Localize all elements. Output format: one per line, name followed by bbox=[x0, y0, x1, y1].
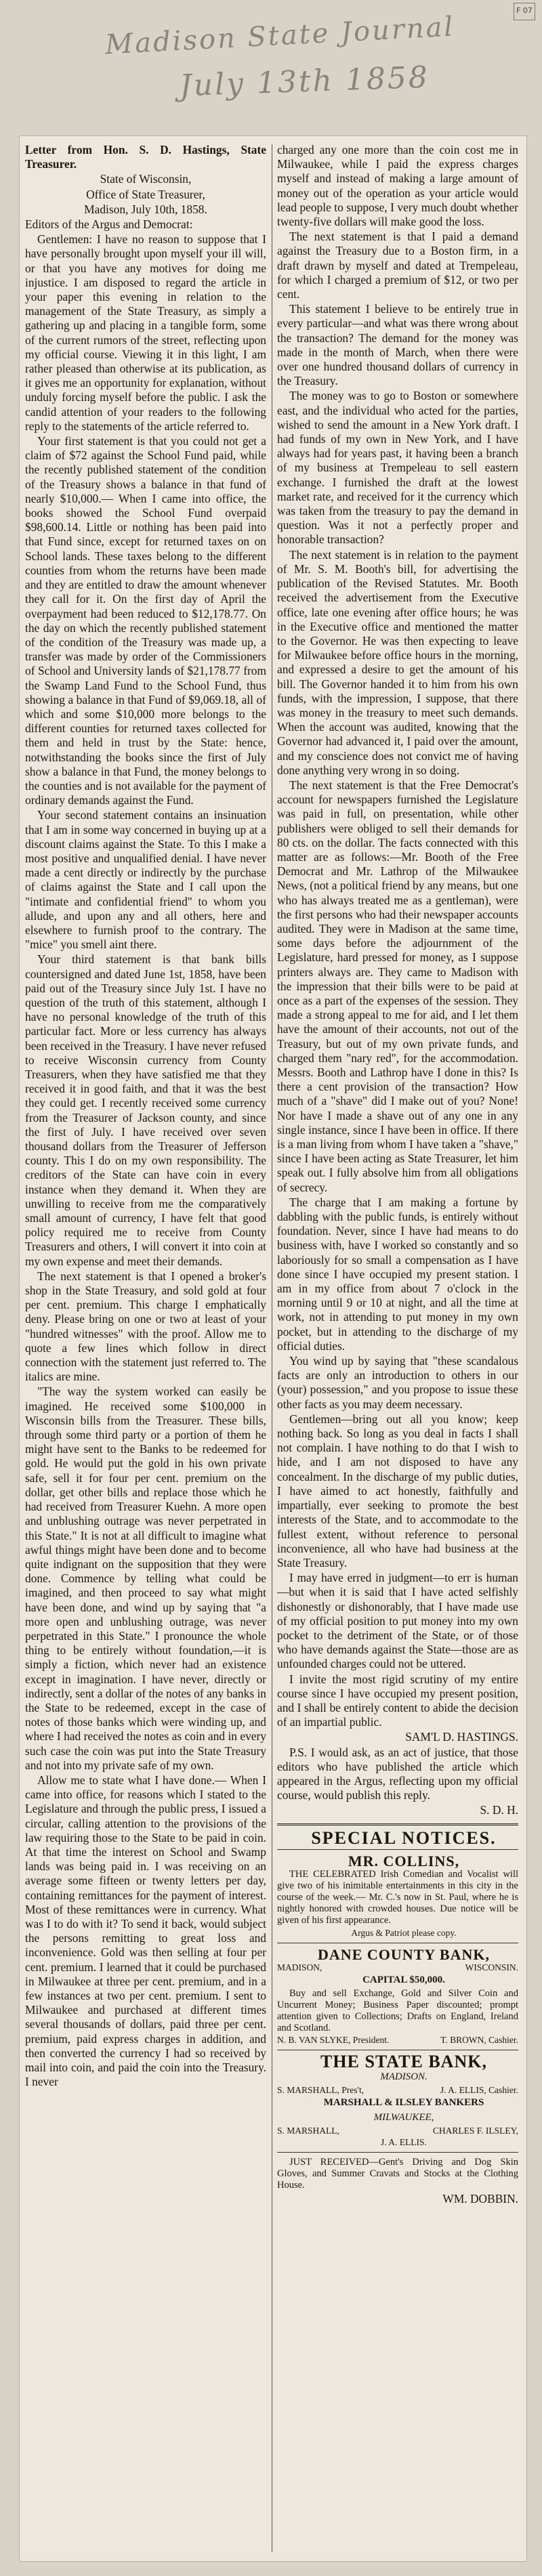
dane-bank-city-row bbox=[277, 1962, 518, 1973]
letter-paragraph: Gentlemen—bring out all you know; keep nothing back. So long as you deal in facts I shall not complain. I have nothing to do that I wish to hide, and I am not disposed to have any concealment. In the discharge of my public duties, I have aimed to act honestly, faithfully and impartially, ever seeking to promote the best interests of the State, and to accommodate to the fullest extent, without reference to personal inconvenience, all who have had business at the State Treasury. bbox=[277, 1412, 518, 1569]
clothing-ad-signer: WM. DOBBIN. bbox=[442, 2192, 518, 2206]
dane-bank-capital: CAPITAL $50,000. bbox=[362, 1975, 445, 1986]
dane-bank-body: Buy and sell Exchange, Gold and Silver Coin and Uncurrent Money; Business Paper discounted; prompt attention given to Collections; Drafts on England, Ireland and Scotland. bbox=[277, 1988, 518, 2034]
collins-ad-title: MR. COLLINS, bbox=[348, 1852, 460, 1870]
archive-stamp: F 07 bbox=[514, 3, 535, 20]
bankers-partner-3: J. A. ELLIS. bbox=[381, 2137, 427, 2148]
letter-signature: SAM'L D. HASTINGS. bbox=[405, 1730, 518, 1744]
letter-dateline-2: Office of State Treasurer, bbox=[86, 187, 205, 201]
dane-bank-president: N. B. VAN SLYKE, President. bbox=[277, 2035, 390, 2046]
state-bank-cashier: J. A. ELLIS, Cashier. bbox=[440, 2084, 518, 2095]
section-divider bbox=[277, 1823, 518, 1825]
dane-bank-title: DANE COUNTY BANK, bbox=[318, 1945, 490, 1963]
letter-paragraph: This statement I believe to be entirely true in every particular—and what was there wrong about the transaction? The demand for the money was made in the month of March, when there were over one hundred thousand dollars of currency in the Treasury. bbox=[277, 302, 518, 388]
letter-paragraph: "The way the system worked can easily be imagined. He received some $100,000 in Wisconsin bills from the Treasurer. These bills, through some third party or a portion of them he might have sent to the Banks to be redeemed for gold. He would put the gold in his own private safe, sell it for four per cent. premium on the dollar, get other bills and replace those which he had received from Treasurer Kuehn. A more open and unblushing outrage was never perpetrated in this State." It is not at all difficult to imagine what awful things might have been done and to become quite indignant on the supposition that they were done. Commence by telling what could be imagined, and then proceed to say what might have been done, and wind up by saying that "a more open and unblushing outrage, was never perpetrated in this State." I pronounce the whole thing to be entirely without foundation,—it is simply a fiction, which never had an existence except in imagination. I have never, directly or indirectly, sent a dollar of the notes of any banks in the State to be redeemed, except in the case of notes of those banks which were winding up, and where I had received the notes as coin and in every such case the coin was put into the State Treasury and not into my private safe of my own. bbox=[25, 1385, 266, 1772]
bankers-partner-2: CHARLES F. ILSLEY, bbox=[432, 2126, 518, 2136]
state-bank-president: S. MARSHALL, Pres't, bbox=[277, 2084, 364, 2095]
notice-divider bbox=[277, 2152, 518, 2153]
letter-headline: Letter from Hon. S. D. Hastings, State Treasurer. bbox=[25, 143, 266, 171]
letter-paragraph: Your first statement is that you could not get a claim of $72 against the School Fund paid, while the recently published statement of the condition of the Treasury shows a balance in that fund of nearly $10,000.— When I came into office, the books showed the School Fund overpaid $98,600.14. Little or nothing has been paid into that Fund since, except for returned taxes on on School lands. These taxes belong to the different counties from whom the returns have been made and they are entitled to draw the amount whenever they call for it. On the first day of April the overpayment had been reduced to $12,178.77. On the day on which the recently published statement of the condition of the Treasury was made up, a transfer was made by order of the Commissioners of School and University lands of $21,178.77 from the Swamp Land Fund to the School Fund, thus showing a balance in that Fund of $9,069.18, all of which and some $10,000 more belongs to the different counties for returned taxes collected for them and held in trust by the State: hence, notwithstanding the books since the first of July show a balance in that Fund, the money belongs to the counties and is not available for the payment of ordinary demands against the Fund. bbox=[25, 434, 266, 807]
clothing-ad-body: JUST RECEIVED—Gent's Driving and Dog Skin Gloves, and Summer Cravats and Stocks at the Clothing House. bbox=[277, 2157, 518, 2191]
dane-bank-cashier: T. BROWN, Cashier. bbox=[440, 2035, 518, 2046]
letter-paragraph: The next statement is that the Free Democrat's account for newspapers furnished the Legislature was paid in full, on presentation, while other publishers were obliged to sell their demands for 80 cts. on the dollar. The facts connected with this matter are as follows:—Mr. Booth of the Free Democrat and Mr. Lathrop of the Milwaukee News, (not a political friend by any means, but one who has always treated me as a gentleman), were the first persons who had their newspaper accounts audited. They were in Madison at the same time, some days before the adjournment of the Legislature, hard pressed for money, as I suppose printers always are. They came to Madison with the impression that their bills were to be paid at once as a part of the expenses of the session. They made a strong appeal to me for aid, and I let them have the amount of their accounts, not out of the Treasury, but out of my own private funds, and charged them "nary red", for the accommodation. Messrs. Booth and Lathrop have I done in this? Is there a cent provision of the transaction? How much of a "shave" did I make out of you? None! Nor have I made a shave out of any one in any single instance, since I have been in office. If there is a man living from whom I have taken a "shave," since I have been acting as State Treasurer, let him speak out. I fully absolve him from all obligations of secrecy. bbox=[277, 778, 518, 1194]
dane-bank-state: WISCONSIN. bbox=[465, 1962, 518, 1973]
collins-ad-body: THE CELEBRATED Irish Comedian and Vocalist will give two of his inimitable entertainments in this city in the course of the week.— Mr. C.'s now in St. Paul, where he is nightly honored with crowded houses. Due notice will be given of his first appearance. bbox=[277, 1868, 518, 1926]
letter-paragraph: The next statement is that I opened a broker's shop in the State Treasury, and sold gold at four per cent. premium. This charge I emphatically deny. Please bring on one or two at least of your "hundred witnesses" with the proof. Allow me to quote a few lines which follow in direct connection with the statement just referred to. The italics are mine. bbox=[25, 1269, 266, 1384]
dane-bank-city: MADISON, bbox=[277, 1962, 322, 1973]
bankers-city: MILWAUKEE, bbox=[373, 2111, 434, 2123]
letter-postscript: P.S. I would ask, as an act of justice, that those editors who have published the article which appeared in the Argus, reflecting upon my official course, would publish this reply. bbox=[277, 1745, 518, 1802]
collins-ad-footer: Argus & Patriot please copy. bbox=[351, 1927, 457, 1938]
column-right bbox=[277, 143, 518, 2554]
postscript-initials: S. D. H. bbox=[480, 1803, 518, 1817]
letter-paragraph: You wind up by saying that "these scandalous facts are only an introduction to others in our (your) possession," and you propose to issue these other facts as you may deem necessary. bbox=[277, 1354, 518, 1411]
column-left bbox=[25, 143, 266, 2554]
bankers-caption: MARSHALL & ILSLEY BANKERS bbox=[323, 2096, 484, 2108]
letter-paragraph: The charge that I am making a fortune by dabbling with the public funds, is entirely without foundation. Never, since I have had means to do business with, have I worked so constantly and so laboriously for so small a compensation as I have done since I have occupied my present station. I am in my office from about 7 o'clock in the morning until 9 or 10 at night, and all the time at work, not in attending to put money in my own pocket, but in attending to the discharge of my official duties. bbox=[277, 1195, 518, 1353]
state-bank-officers bbox=[277, 2085, 518, 2096]
letter-paragraph: The next statement is that I paid a demand against the Treasury due to a Boston firm, in a draft drawn by myself and dated at Trempeleau, for which I charged a premium of $12, or two per cent. bbox=[277, 230, 518, 301]
letter-paragraph: Your second statement contains an insinuation that I am in some way concerned in buying up at a discount claims against the State. To this I make a most positive and unqualified denial. I have never made a cent directly or indirectly by the purchase of claims against the State and I call upon the "intimate and confidential friend" to whom you allude, and upon any and all others, here and elsewhere to furnish proof to the contrary. The "mice" you smell aint there. bbox=[25, 808, 266, 952]
handwritten-date: July 13th 1858 bbox=[179, 60, 430, 104]
letter-paragraph: Gentlemen: I have no reason to suppose that I have personally brought upon myself your ill will, or that you have any motives for doing me injustice. I am disposed to regard the article in your paper this evening in relation to the management of the State Treasury, as simply a gathering up and placing in a tangible form, some of the current rumors of the street, reflecting upon my official course. Viewing it in this light, I am rather pleased than otherwise at its publication, as it gives me an opportunity for explanation, without unduly forcing myself before the public. I ask the candid attention of your readers to the following reply to the statements of the article referred to. bbox=[25, 232, 266, 433]
letter-address: Editors of the Argus and Democrat: bbox=[25, 217, 193, 232]
letter-paragraph: The money was to go to Boston or somewhere east, and the individual who acted for the parties, wished to send the amount in a New York draft. I had funds of my own in New York, and I have always had for years past, it having been a branch of my business at Trempeleau to sell eastern exchange. I furnished the draft at the lowest market rate, and received for it the currency which was taken from the treasury to pay the demand in question. Was it not a perfectly proper and honorable transaction? bbox=[277, 389, 518, 547]
letter-paragraph: The next statement is in relation to the payment of Mr. S. M. Booth's bill, for advertising the publication of the Revised Statutes. Mr. Booth received the advertisement from the Executive office, late one evening after office hours; he was in the Executive office and mentioned the matter to the Governor. He was then expecting to leave for Milwaukee before office hours in the morning, and expressed a desire to get the amount of his bill. The Governor handed it to him from his own funds, with the impression, I suppose, that there was money in the treasury to meet such demands. When the account was audited, knowing that the Governor had advanced it, I paid over the amount, and my conscience does not convict me of having done anything very wrong in so doing. bbox=[277, 547, 518, 777]
bankers-partner-1: S. MARSHALL, bbox=[277, 2126, 339, 2136]
letter-dateline-3: Madison, July 10th, 1858. bbox=[84, 202, 207, 216]
state-bank-city: MADISON. bbox=[380, 2071, 428, 2082]
notice-divider bbox=[277, 1849, 518, 1850]
handwritten-annotation bbox=[0, 0, 542, 115]
letter-paragraph: charged any one more than the coin cost me in Milwaukee, while I paid the express charges myself and instead of making a large amount of money out of the operation as your article would lead people to suppose, I very much doubt whether twenty-five dollars will make good the loss. bbox=[277, 143, 518, 229]
letter-dateline-1: State of Wisconsin, bbox=[100, 172, 192, 186]
special-notices-heading: SPECIAL NOTICES. bbox=[311, 1828, 497, 1848]
state-bank-title: THE STATE BANK, bbox=[320, 2052, 487, 2072]
letter-paragraph: I may have erred in judgment—to err is human—but when it is said that I have acted selfishly dishonestly or dishonorably, that I have made use of my official position to put money into my own pocket to the detriment of the State, or of those who have demands against the State—those are as unfounded charges could not be uttered. bbox=[277, 1571, 518, 1671]
handwritten-source: Madison State Journal bbox=[104, 11, 456, 61]
letter-paragraph: Your third statement is that bank bills countersigned and dated June 1st, 1858, have been paid out of the Treasury since July 1st. I have no question of the truth of this statement, although I have no personal knowledge of the truth of this particular fact. More or less currency has always been received in the Treasury. I have never refused to receive Wisconsin currency from County Treasurers, when they have satisfied me that they received it in good faith, and that it was the best they could get. I recently received some currency from the Treasurer of Jackson county, and since the first of July. I have received over seven thousand dollars from the Treasurer of Jefferson county. This I do on my own responsibility. The creditors of the State can have coin in every instance when they demand it. When they are unwilling to receive from me the comparatively small amount of currency, I have felt that good policy required me to receive from County Treasurers and others, I will convert it into coin at my own expense and meet their demands. bbox=[25, 952, 266, 1268]
dane-bank-signers bbox=[277, 2035, 518, 2046]
newspaper-clipping bbox=[19, 135, 527, 2562]
letter-paragraph: I invite the most rigid scrutiny of my entire course since I have occupied my present position, and I shall be entirely content to abide the decision of an impartial public. bbox=[277, 1672, 518, 1729]
bankers-partners bbox=[277, 2126, 518, 2136]
letter-paragraph: Allow me to state what I have done.— When I came into office, for reasons which I stated to the Legislature and through the public press, I issued a circular, calling attention to the provisions of the law requiring those to the State to be paid in coin. At that time the interest on School and Swamp lands was being paid in. I was receiving on an average some fifteen or twenty letters per day, containing remittances for the payment of interest. Most of these remittances were in currency. What was I to do with it? To send it back, would subject the persons remitting to great loss and inconvenience. Gold was then selling at four per cent. premium. I learned that it could be purchased in Milwaukee at three per cent. premium, and in a few instances at two per cent. premium. I sent to Milwaukee and purchased at different times several thousands of dollars, paid three per cent. premium, paid express charges in addition, and then converted the currency I had so received by mail into coin, and paid the coin into the Treasury. I never bbox=[25, 1773, 266, 2089]
